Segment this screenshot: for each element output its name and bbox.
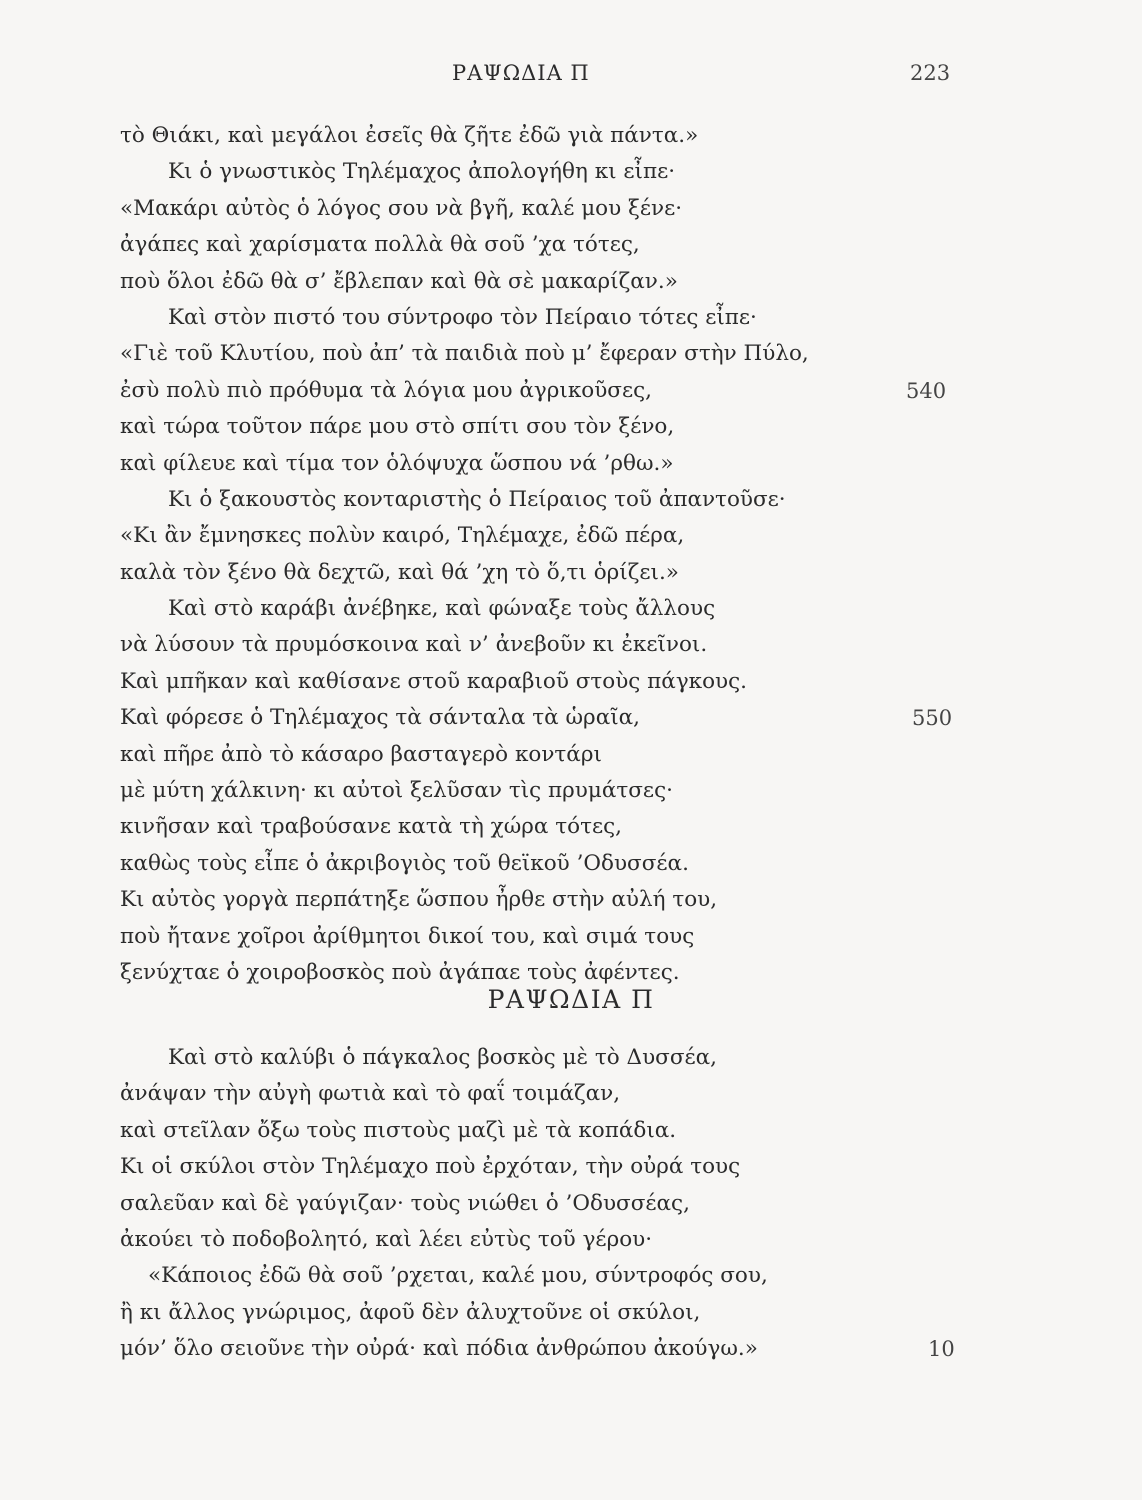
verse-line	[0, 809, 1142, 845]
verse-text: Κι ὁ ξακουστὸς κονταριστὴς ὁ Πείραιος τοῦ ἀπαντοῦσε·	[168, 486, 786, 512]
verse-text: καθὼς τοὺς εἶπε ὁ ἀκριβογιὸς τοῦ θεϊκοῦ ’Οδυσσέα.	[120, 850, 689, 876]
verse-text: καὶ τώρα τοῦτον πάρε μου στὸ σπίτι σου τὸν ξένο,	[120, 414, 675, 440]
page-number: 223	[910, 61, 951, 85]
line-number: 10	[928, 1337, 955, 1362]
verse-line	[0, 919, 1142, 955]
verse-text: μόν’ ὅλο σειοῦνε τὴν οὐρά· καὶ πόδια ἀνθρώπου ἀκούγω.»	[120, 1336, 758, 1362]
running-title: ΡΑΨΩΔΙΑ Π	[452, 61, 590, 85]
verse-line	[0, 1149, 1142, 1185]
verse-text: τὸ Θιάκι, καὶ μεγάλοι ἐσεῖς θὰ ζῆτε ἐδῶ γιὰ πάντα.»	[120, 123, 699, 148]
verse-line	[0, 737, 1142, 773]
verse-line	[0, 1076, 1142, 1112]
verse-line	[0, 118, 1142, 154]
verse-line	[0, 846, 1142, 882]
verse-block-2	[0, 1040, 1142, 1368]
verse-text: Καὶ φόρεσε ὁ Τηλέμαχος τὰ σάνταλα τὰ ὡραῖα,	[120, 705, 640, 731]
verse-text: Κι ὁ γνωστικὸς Τηλέμαχος ἀπολογήθη κι εἶπε·	[168, 159, 676, 185]
verse-text: καὶ πῆρε ἀπὸ τὸ κάσαρο βασταγερὸ κοντάρι	[120, 741, 602, 767]
verse-text: ἀγάπες καὶ χαρίσματα πολλὰ θὰ σοῦ ’χα τότες,	[120, 232, 640, 258]
verse-line	[0, 227, 1142, 263]
verse-text: ἀκούει τὸ ποδοβολητό, καὶ λέει εὐτὺς τοῦ γέρου·	[120, 1226, 653, 1252]
verse-text: Κι αὐτὸς γοργὰ περπάτηξε ὥσπου ἦρθε στὴν αὐλή του,	[120, 887, 718, 913]
verse-line	[0, 1258, 1142, 1294]
verse-line	[0, 1222, 1142, 1258]
verse-line	[0, 154, 1142, 190]
verse-line	[0, 518, 1142, 554]
verse-line	[0, 482, 1142, 518]
verse-text: ποὺ ὅλοι ἐδῶ θὰ σ’ ἔβλεπαν καὶ θὰ σὲ μακαρίζαν.»	[120, 268, 678, 294]
verse-line	[0, 373, 1142, 409]
verse-line	[0, 1331, 1142, 1367]
verse-text: καλὰ τὸν ξένο θὰ δεχτῶ, καὶ θά ’χη τὸ ὅ,τι ὁρίζει.»	[120, 559, 679, 585]
verse-line	[0, 1186, 1142, 1222]
verse-text: Καὶ στὸ καράβι ἀνέβηκε, καὶ φώναξε τοὺς ἄλλους	[168, 596, 716, 622]
verse-text: μὲ μύτη χάλκινη· κι αὐτοὶ ξελῦσαν τὶς πρυμάτσες·	[120, 778, 673, 804]
verse-line	[0, 1113, 1142, 1149]
verse-block-1	[0, 118, 1142, 991]
line-number: 540	[906, 378, 947, 403]
verse-text: «Κάποιος ἐδῶ θὰ σοῦ ’ρχεται, καλέ μου, σύντροφός σου,	[148, 1263, 768, 1289]
verse-text: «Κι ἂν ἔμνησκες πολὺν καιρό, Τηλέμαχε, ἐδῶ πέρα,	[120, 523, 685, 549]
verse-line	[0, 700, 1142, 736]
verse-line	[0, 627, 1142, 663]
verse-text: καὶ στεῖλαν ὄξω τοὺς πιστοὺς μαζὶ μὲ τὰ κοπάδια.	[120, 1117, 677, 1143]
verse-line	[0, 336, 1142, 372]
verse-line	[0, 300, 1142, 336]
verse-line	[0, 882, 1142, 918]
verse-text: καὶ φίλευε καὶ τίμα τον ὁλόψυχα ὥσπου νά ’ρθω.»	[120, 450, 674, 476]
verse-line	[0, 191, 1142, 227]
verse-text: «Γιὲ τοῦ Κλυτίου, ποὺ ἀπ’ τὰ παιδιὰ ποὺ μ’ ἔφεραν στὴν Πύλο,	[120, 341, 809, 367]
running-head	[0, 58, 1142, 88]
verse-line	[0, 773, 1142, 809]
verse-line	[0, 1295, 1142, 1331]
verse-text: ἢ κι ἄλλος γνώριμος, ἀφοῦ δὲν ἀλυχτοῦνε οἱ σκύλοι,	[120, 1299, 701, 1325]
verse-line	[0, 264, 1142, 300]
verse-line	[0, 1040, 1142, 1076]
verse-line	[0, 664, 1142, 700]
verse-line	[0, 409, 1142, 445]
verse-text: Καὶ μπῆκαν καὶ καθίσανε στοῦ καραβιοῦ στοὺς πάγκους.	[120, 668, 748, 694]
verse-text: ἐσὺ πολὺ πιὸ πρόθυμα τὰ λόγια μου ἀγρικοῦσες,	[120, 377, 652, 403]
verse-text: ποὺ ἤτανε χοῖροι ἀρίθμητοι δικοί του, καὶ σιμά τους	[120, 923, 695, 949]
verse-text: κινῆσαν καὶ τραβούσανε κατὰ τὴ χώρα τότες,	[120, 814, 622, 840]
verse-line	[0, 591, 1142, 627]
verse-text: Καὶ στὸν πιστό του σύντροφο τὸν Πείραιο τότες εἶπε·	[168, 304, 757, 330]
verse-text: ξενύχταε ὁ χοιροβοσκὸς ποὺ ἀγάπαε τοὺς ἀφέντες.	[120, 959, 680, 985]
verse-text: ἀνάψαν τὴν αὐγὴ φωτιὰ καὶ τὸ φαΐ τοιμάζαν,	[120, 1081, 621, 1107]
verse-text: Καὶ στὸ καλύβι ὁ πάγκαλος βοσκὸς μὲ τὸ Δυσσέα,	[168, 1045, 717, 1070]
verse-text: νὰ λύσουν τὰ πρυμόσκοινα καὶ ν’ ἀνεβοῦν κι ἐκεῖνοι.	[120, 632, 708, 658]
verse-line	[0, 446, 1142, 482]
verse-line	[0, 555, 1142, 591]
verse-text: «Μακάρι αὐτὸς ὁ λόγος σου νὰ βγῆ, καλέ μου ξένε·	[120, 195, 683, 221]
section-title: ΡΑΨΩΔΙΑ Π	[487, 985, 655, 1014]
verse-text: Κι οἱ σκύλοι στὸν Τηλέμαχο ποὺ ἐρχόταν, τὴν οὐρά τους	[120, 1154, 741, 1180]
verse-text: σαλεῦαν καὶ δὲ γαύγιζαν· τοὺς νιώθει ὁ ’Οδυσσέας,	[120, 1190, 690, 1216]
line-number: 550	[912, 706, 953, 731]
